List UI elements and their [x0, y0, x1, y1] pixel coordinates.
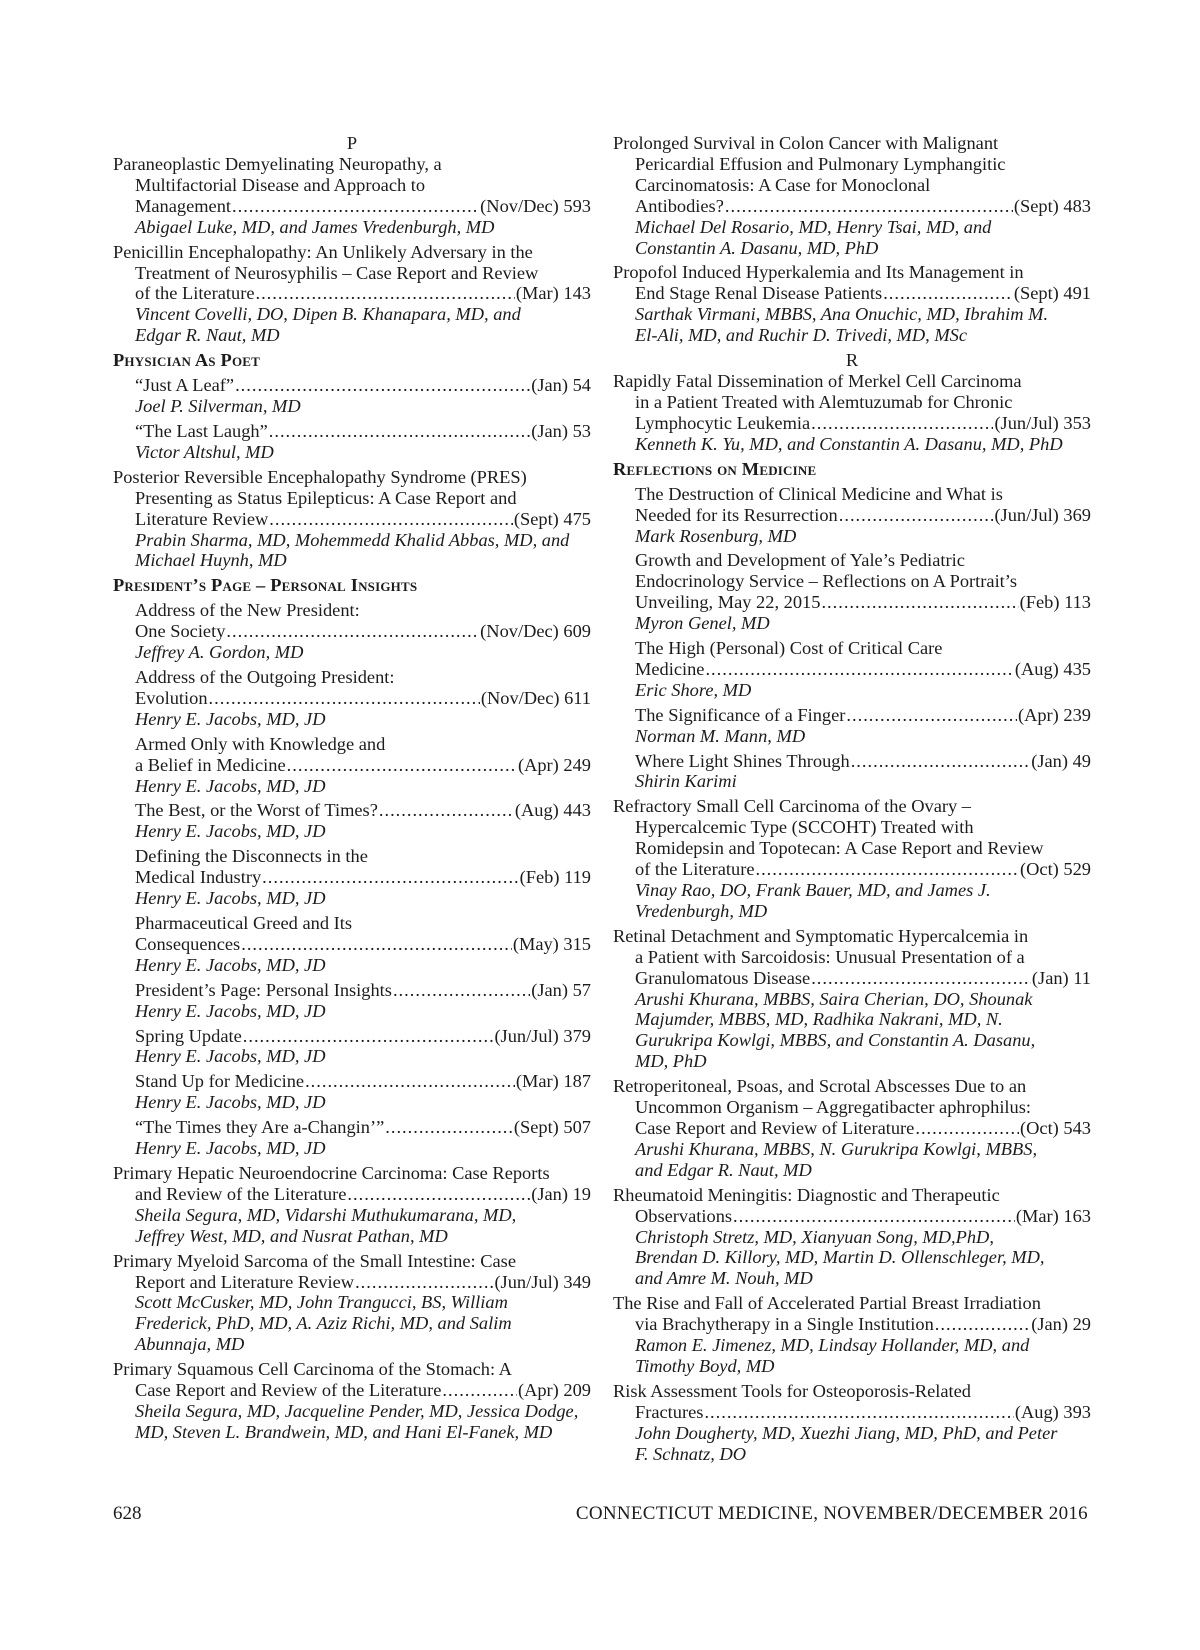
dot-leader [935, 1314, 1030, 1335]
issue-page-ref: (Nov/Dec) 609 [480, 621, 591, 642]
issue-page-ref: (Jun/Jul) 349 [494, 1271, 591, 1292]
entry-title-text: Fractures [635, 1401, 704, 1422]
issue-page-ref: (Feb) 119 [519, 867, 591, 888]
dot-leader [347, 1184, 530, 1205]
entry-title-line: Endocrinology Service – Reflections on A Portrait’s [635, 571, 1018, 592]
entry-title-line [113, 1026, 591, 1047]
entry-title-line: Pericardial Effusion and Pulmonary Lymphangitic [635, 153, 1006, 174]
index-entry [113, 1026, 591, 1068]
issue-page-ref: (Sept) 483 [1013, 195, 1091, 216]
entry-title-line: The High (Personal) Cost of Critical Care [635, 638, 943, 659]
entry-title-text: Medicine [635, 658, 705, 679]
entry-title-text: and Review of the Literature [135, 1183, 347, 1204]
entry-authors: Majumder, MBBS, MD, Radhika Nakrani, MD, N. [635, 1009, 1003, 1030]
journal-running-footer: CONNECTICUT MEDICINE, NOVEMBER/DECEMBER 2016 [575, 1503, 1088, 1524]
index-entry [113, 1251, 591, 1356]
dot-leader [725, 196, 1013, 217]
index-entry [613, 751, 1091, 793]
entry-title-line: Propofol Induced Hyperkalemia and Its Management in [613, 262, 1024, 283]
entry-title-line: Uncommon Organism – Aggregatibacter aphrophilus: [635, 1097, 1031, 1118]
entry-title-line [113, 800, 591, 821]
entry-authors: MD, Steven L. Brandwein, MD, and Hani El-Fanek, MD [135, 1421, 553, 1442]
entry-title-text: Granulomatous Disease [635, 967, 811, 988]
entry-title-line [613, 705, 1091, 726]
entry-authors: Michael Del Rosario, MD, Henry Tsai, MD, and [635, 216, 992, 237]
entry-group [113, 1163, 591, 1443]
entry-title-text: Management [135, 195, 232, 216]
index-entry [113, 1071, 591, 1113]
dot-leader [287, 755, 517, 776]
entry-authors: Henry E. Jacobs, MD, JD [135, 1046, 326, 1067]
issue-page-ref: (Jan) 53 [531, 420, 591, 441]
entry-title-line: Primary Myeloid Sarcoma of the Small Intestine: Case [113, 1250, 516, 1271]
entry-title-line [113, 509, 591, 530]
index-entry [613, 371, 1091, 455]
issue-page-ref: (Sept) 491 [1013, 283, 1091, 304]
entry-title-text: Needed for its Resurrection [635, 504, 838, 525]
entry-title-line: Multifactorial Disease and Approach to [135, 174, 426, 195]
entry-title-line [113, 196, 591, 217]
entry-title-line [113, 1071, 591, 1092]
entry-title-line [113, 283, 591, 304]
entry-authors: Prabin Sharma, MD, Mohemmedd Khalid Abbas, MD, and [135, 529, 570, 550]
issue-page-ref: (Jan) 49 [1031, 750, 1091, 771]
dot-leader [915, 1118, 1019, 1139]
dot-leader [305, 1071, 515, 1092]
entry-title-text: of the Literature [135, 283, 255, 304]
entry-authors: El-Ali, MD, and Ruchir D. Trivedi, MD, MSc [635, 325, 968, 346]
entry-authors: Edgar R. Naut, MD [135, 325, 280, 346]
entry-title-text: via Brachytherapy in a Single Institution [635, 1314, 934, 1335]
entry-title-text: One Society [135, 621, 226, 642]
entry-group [613, 133, 1091, 346]
issue-page-ref: (Aug) 435 [1014, 658, 1091, 679]
entry-title-text: Unveiling, May 22, 2015 [635, 592, 821, 613]
entry-title-text: Lymphocytic Leukemia [635, 412, 811, 433]
entry-title-line: Risk Assessment Tools for Osteoporosis-Related [613, 1380, 971, 1401]
issue-page-ref: (Sept) 475 [513, 508, 591, 529]
issue-page-ref: (Mar) 187 [515, 1071, 591, 1092]
entry-title-line [113, 375, 591, 396]
entry-title-line [113, 621, 591, 642]
entry-title-text: “The Last Laugh” [135, 420, 268, 441]
entry-authors: Kenneth K. Yu, MD, and Constantin A. Dasanu, MD, PhD [635, 433, 1063, 454]
entry-title-line [613, 751, 1091, 772]
entry-authors: Arushi Khurana, MBBS, N. Gurukripa Kowlgi, MBBS, [635, 1138, 1038, 1159]
index-entry [113, 734, 591, 797]
entry-title-text: Consequences [135, 933, 241, 954]
issue-page-ref: (Nov/Dec) 611 [480, 687, 591, 708]
entry-authors: Mark Rosenburg, MD [635, 525, 797, 546]
entry-authors: Timothy Boyd, MD [635, 1355, 775, 1376]
entry-title-line [613, 1402, 1091, 1423]
entry-title-line: Carcinomatosis: A Case for Monoclonal [635, 174, 931, 195]
entry-authors: Christoph Stretz, MD, Xianyuan Song, MD,PhD, [635, 1226, 994, 1247]
entry-authors: Gurukripa Kowlgi, MBBS, and Constantin A. Dasanu, [635, 1030, 1036, 1051]
index-entry [113, 800, 591, 842]
entry-title-line: Pharmaceutical Greed and Its [135, 913, 353, 933]
entry-title-line: Presenting as Status Epilepticus: A Case Report and [135, 487, 517, 508]
entry-title-line [613, 1314, 1091, 1335]
dot-leader [262, 867, 519, 888]
dot-leader [704, 1402, 1013, 1423]
issue-page-ref: (Nov/Dec) 593 [480, 195, 591, 216]
issue-page-ref: (Jan) 29 [1031, 1314, 1091, 1335]
entry-authors: Eric Shore, MD [635, 679, 752, 700]
index-entry [613, 926, 1091, 1072]
entry-authors: Abunnaja, MD [135, 1334, 245, 1355]
entry-title-line [113, 867, 591, 888]
entry-authors: Henry E. Jacobs, MD, JD [135, 821, 326, 842]
dot-leader [355, 1272, 493, 1293]
entry-title-line: Romidepsin and Topotecan: A Case Report and Review [635, 838, 1044, 859]
issue-page-ref: (Mar) 163 [1015, 1205, 1091, 1226]
issue-page-ref: (Jun/Jul) 369 [994, 504, 1091, 525]
entry-authors: and Amre M. Nouh, MD [635, 1268, 813, 1289]
dot-leader [379, 800, 514, 821]
dot-leader [385, 1117, 513, 1138]
entry-authors: Joel P. Silverman, MD [135, 396, 301, 417]
entry-group [613, 796, 1091, 1464]
entry-authors: Henry E. Jacobs, MD, JD [135, 1138, 326, 1159]
entry-title-text: “The Times they Are a-Changin’” [135, 1117, 385, 1138]
index-entry [113, 846, 591, 909]
index-entry [613, 1076, 1091, 1181]
entry-title-line: The Rise and Fall of Accelerated Partial Breast Irradiation [613, 1293, 1041, 1314]
index-entry [113, 1359, 591, 1443]
dot-leader [269, 509, 513, 530]
entry-authors: Arushi Khurana, MBBS, Saira Cherian, DO, Shounak [635, 988, 1033, 1009]
dot-leader [883, 283, 1013, 304]
entry-title-line [113, 1272, 591, 1293]
entry-title-text: a Belief in Medicine [135, 754, 286, 775]
index-entry [613, 638, 1091, 701]
entry-group [113, 600, 591, 1159]
issue-page-ref: (Apr) 239 [1017, 704, 1091, 725]
entry-title-line [613, 592, 1091, 613]
entry-title-line [613, 1206, 1091, 1227]
index-entry [613, 133, 1091, 258]
issue-page-ref: (Aug) 443 [514, 800, 591, 821]
index-entry [113, 375, 591, 417]
entry-title-line: in a Patient Treated with Alemtuzumab for Chronic [635, 391, 1013, 412]
entry-title-text: End Stage Renal Disease Patients [635, 283, 883, 304]
entry-group [613, 484, 1091, 793]
issue-page-ref: (Aug) 393 [1014, 1401, 1091, 1422]
index-entry [113, 154, 591, 238]
entry-title-text: Report and Literature Review [135, 1271, 355, 1292]
entry-authors: Abigael Luke, MD, and James Vredenburgh, MD [135, 216, 495, 237]
left-column [113, 133, 591, 1447]
index-entry [113, 1163, 591, 1247]
entry-authors: John Dougherty, MD, Xuezhi Jiang, MD, PhD, and Peter [635, 1422, 1058, 1443]
entry-authors: Vincent Covelli, DO, Dipen B. Khanapara, MD, and [135, 304, 521, 325]
index-entry [113, 600, 591, 663]
issue-page-ref: (Oct) 529 [1020, 859, 1091, 880]
entry-title-line [613, 413, 1091, 434]
entry-authors: Norman M. Mann, MD [635, 725, 806, 746]
entry-title-text: Where Light Shines Through [635, 750, 850, 771]
section-heading-presidents-page: President’s Page – Personal Insights [113, 575, 418, 596]
index-entry [113, 421, 591, 463]
index-entry [113, 913, 591, 976]
entry-authors: Jeffrey West, MD, and Nusrat Pathan, MD [135, 1225, 448, 1246]
index-entry [613, 1293, 1091, 1377]
entry-title-line: Defining the Disconnects in the [135, 846, 368, 867]
entry-title-line: Paraneoplastic Demyelinating Neuropathy, a [113, 154, 442, 174]
entry-group [613, 371, 1091, 455]
entry-title-line [613, 859, 1091, 880]
entry-title-line: Retroperitoneal, Psoas, and Scrotal Abscesses Due to an [613, 1076, 1027, 1097]
issue-page-ref: (Jun/Jul) 353 [994, 412, 1091, 433]
dot-leader [442, 1380, 517, 1401]
entry-title-line: Retinal Detachment and Symptomatic Hypercalcemia in [613, 925, 1029, 946]
entry-authors: Sheila Segura, MD, Vidarshi Muthukumarana, MD, [135, 1204, 517, 1225]
entry-title-line: Growth and Development of Yale’s Pediatric [635, 550, 965, 571]
dot-leader [243, 1026, 494, 1047]
entry-title-line [613, 505, 1091, 526]
entry-title-line: Penicillin Encephalopathy: An Unlikely Adversary in the [113, 241, 533, 262]
entry-authors: Frederick, PhD, MD, A. Aziz Richi, MD, and Salim [135, 1313, 512, 1334]
entry-group [113, 467, 591, 572]
letter-heading-r: R [845, 350, 859, 371]
entry-title-line: Address of the Outgoing President: [135, 667, 395, 688]
entry-title-text: The Best, or the Worst of Times? [135, 800, 378, 821]
issue-page-ref: (Apr) 209 [517, 1380, 591, 1401]
entry-title-line [613, 1118, 1091, 1139]
entry-authors: Vredenburgh, MD [635, 900, 768, 921]
entry-authors: Vinay Rao, DO, Frank Bauer, MD, and James J. [635, 880, 991, 900]
dot-leader [755, 859, 1019, 880]
dot-leader [226, 621, 479, 642]
page-number: 628 [113, 1503, 142, 1524]
index-entry [613, 484, 1091, 547]
entry-title-text: “Just A Leaf” [135, 375, 235, 396]
index-entry [613, 1381, 1091, 1465]
entry-authors: Ramon E. Jimenez, MD, Lindsay Hollander, MD, and [635, 1335, 1030, 1356]
entry-title-line [113, 1184, 591, 1205]
dot-leader [851, 751, 1031, 772]
dot-leader [255, 283, 514, 304]
entry-authors: Myron Genel, MD [635, 613, 770, 634]
issue-page-ref: (Jun/Jul) 379 [494, 1025, 591, 1046]
index-entry [613, 1185, 1091, 1290]
index-entry [613, 550, 1091, 634]
entry-authors: Henry E. Jacobs, MD, JD [135, 1092, 326, 1113]
issue-page-ref: (Apr) 249 [517, 754, 591, 775]
entry-title-line: Primary Hepatic Neuroendocrine Carcinoma: Case Reports [113, 1162, 550, 1183]
entry-title-text: Evolution [135, 687, 208, 708]
entry-title-line [613, 659, 1091, 680]
entry-title-line: Prolonged Survival in Colon Cancer with Malignant [613, 133, 999, 153]
entry-authors: Constantin A. Dasanu, MD, PhD [635, 237, 879, 258]
entry-authors: Henry E. Jacobs, MD, JD [135, 1000, 326, 1021]
dot-leader [811, 413, 993, 434]
entry-title-text: of the Literature [635, 859, 755, 880]
dot-leader [733, 1206, 1015, 1227]
entry-authors: Jeffrey A. Gordon, MD [135, 642, 304, 663]
entry-title-line [113, 934, 591, 955]
index-entry [613, 705, 1091, 747]
dot-leader [232, 196, 479, 217]
issue-page-ref: (Mar) 143 [515, 283, 591, 304]
entry-title-text: Antibodies? [635, 195, 724, 216]
dot-leader [839, 505, 994, 526]
entry-title-line [113, 980, 591, 1001]
entry-title-line [613, 968, 1091, 989]
issue-page-ref: (Feb) 113 [1019, 592, 1091, 613]
issue-page-ref: (Jan) 57 [531, 979, 591, 1000]
dot-leader [209, 688, 480, 709]
entry-title-line: Rapidly Fatal Dissemination of Merkel Cell Carcinoma [613, 371, 1022, 392]
entry-authors: Shirin Karimi [635, 771, 737, 792]
entry-authors: Scott McCusker, MD, John Trangucci, BS, William [135, 1292, 508, 1313]
issue-page-ref: (May) 315 [512, 933, 591, 954]
index-entry [113, 1117, 591, 1159]
index-entry [113, 467, 591, 572]
entry-title-line [113, 755, 591, 776]
dot-leader [269, 421, 530, 442]
entry-title-text: Case Report and Review of the Literature [135, 1380, 442, 1401]
entry-authors: Sheila Segura, MD, Jacqueline Pender, MD, Jessica Dodge, [135, 1400, 579, 1421]
issue-page-ref: (Sept) 507 [513, 1117, 591, 1138]
entry-authors: Brendan D. Killory, MD, Martin D. Ollenschleger, MD, [635, 1247, 1045, 1268]
index-entry [113, 667, 591, 730]
entry-title-text: Observations [635, 1205, 733, 1226]
entry-group [113, 154, 591, 346]
entry-title-line [613, 196, 1091, 217]
entry-title-line: Treatment of Neurosyphilis – Case Report and Review [135, 262, 539, 283]
index-entry [113, 980, 591, 1022]
entry-title-line [613, 283, 1091, 304]
issue-page-ref: (Oct) 543 [1020, 1117, 1091, 1138]
entry-title-line: Hypercalcemic Type (SCCOHT) Treated with [635, 817, 974, 838]
entry-title-text: President’s Page: Personal Insights [135, 979, 392, 1000]
issue-page-ref: (Jan) 19 [531, 1183, 591, 1204]
entry-title-line: Primary Squamous Cell Carcinoma of the Stomach: A [113, 1359, 512, 1380]
entry-title-text: Stand Up for Medicine [135, 1071, 305, 1092]
entry-title-line [113, 688, 591, 709]
dot-leader [241, 934, 512, 955]
section-heading-reflections-on-medicine: Reflections on Medicine [613, 458, 817, 479]
dot-leader [821, 592, 1018, 613]
right-column [613, 133, 1091, 1468]
entry-authors: F. Schnatz, DO [635, 1443, 747, 1464]
entry-title-line: Address of the New President: [135, 600, 360, 621]
section-heading-physician-as-poet: Physician As Poet [113, 350, 261, 371]
entry-title-text: The Significance of a Finger [635, 704, 846, 725]
entry-authors: and Edgar R. Naut, MD [635, 1159, 812, 1180]
dot-leader [846, 705, 1017, 726]
entry-authors: Henry E. Jacobs, MD, JD [135, 775, 326, 796]
dot-leader [393, 980, 530, 1001]
entry-title-text: Medical Industry [135, 867, 262, 888]
entry-title-line: Posterior Reversible Encephalopathy Syndrome (PRES) [113, 466, 527, 487]
entry-title-line: a Patient with Sarcoidosis: Unusual Presentation of a [635, 946, 1025, 967]
entry-authors: Henry E. Jacobs, MD, JD [135, 708, 326, 729]
entry-title-text: Spring Update [135, 1025, 242, 1046]
entry-title-line: Rheumatoid Meningitis: Diagnostic and Therapeutic [613, 1184, 1000, 1205]
entry-authors: MD, PhD [635, 1051, 707, 1072]
entry-authors: Henry E. Jacobs, MD, JD [135, 888, 326, 909]
entry-title-line [113, 1380, 591, 1401]
entry-title-line: The Destruction of Clinical Medicine and What is [635, 483, 1003, 504]
entry-title-text: Case Report and Review of Literature [635, 1117, 915, 1138]
entry-title-line [113, 421, 591, 442]
entry-authors: Henry E. Jacobs, MD, JD [135, 954, 326, 975]
issue-page-ref: (Jan) 54 [531, 375, 591, 396]
index-entry [613, 796, 1091, 921]
entry-group [113, 375, 591, 463]
entry-title-line [113, 1117, 591, 1138]
entry-title-text: Literature Review [135, 508, 269, 529]
dot-leader [705, 659, 1013, 680]
dot-leader [235, 375, 530, 396]
entry-title-line: Armed Only with Knowledge and [135, 733, 386, 754]
index-entry [613, 262, 1091, 346]
entry-authors: Victor Altshul, MD [135, 441, 274, 462]
letter-heading-p: P [346, 133, 358, 153]
dot-leader [811, 968, 1031, 989]
entry-authors: Sarthak Virmani, MBBS, Ana Onuchic, MD, Ibrahim M. [635, 304, 1049, 325]
entry-title-line: Refractory Small Cell Carcinoma of the Ovary – [613, 796, 971, 817]
index-entry [113, 242, 591, 347]
issue-page-ref: (Jan) 11 [1031, 967, 1091, 988]
entry-authors: Michael Huynh, MD [135, 550, 287, 571]
